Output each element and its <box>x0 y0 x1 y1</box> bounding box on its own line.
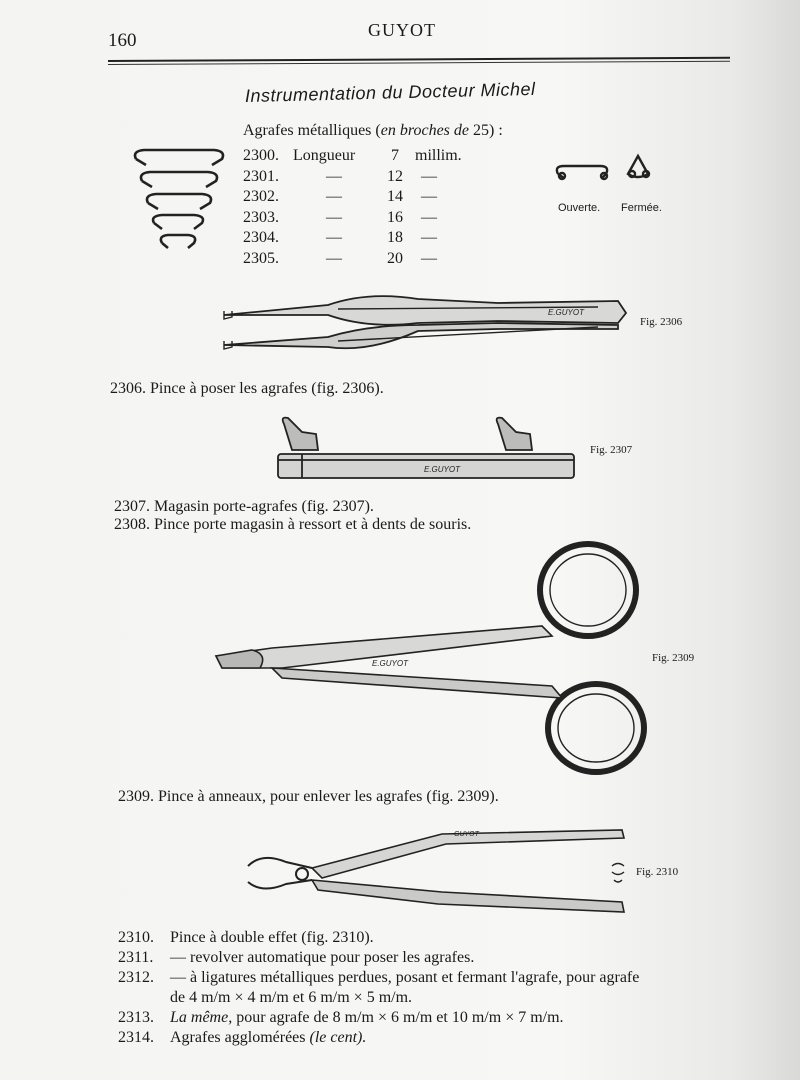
fig-label-2310: Fig. 2310 <box>636 866 679 878</box>
section-title: Instrumentation du Docteur Michel <box>244 78 536 106</box>
engraving-2307: E.GUYOT <box>424 465 461 474</box>
fig-label-2306: Fig. 2306 <box>640 316 683 328</box>
list-item: de 4 m/m × 4 m/m et 6 m/m × 5 m/m. <box>170 989 413 1006</box>
intro-line: Agrafes métalliques (en broches de 25) : <box>243 122 503 139</box>
staple-size-table <box>243 146 462 269</box>
caption-2309: 2309. Pince à anneaux, pour enlever les agrafes (fig. 2309). <box>118 788 499 805</box>
caption-2307: 2307. Magasin porte-agrafes (fig. 2307). <box>114 498 374 515</box>
list-item: 2314. Agrafes agglomérées (le cent). <box>118 1029 367 1046</box>
staple-applying-forceps-illustration <box>218 285 638 365</box>
small-staple-icon <box>608 862 628 886</box>
staple-closed-caption: Fermée. <box>621 202 662 214</box>
double-action-forceps-illustration <box>242 822 642 922</box>
running-head: GUYOT <box>368 20 436 40</box>
ring-forceps-illustration <box>212 536 652 786</box>
page-number: 160 <box>108 30 137 51</box>
size-row: 2303. — 16 — <box>243 208 437 226</box>
size-row: 2302. — 14 — <box>243 188 437 205</box>
fig-label-2309: Fig. 2309 <box>652 652 695 664</box>
caption-2306: 2306. Pince à poser les agrafes (fig. 2306). <box>110 380 384 397</box>
fig-label-2307: Fig. 2307 <box>590 444 633 456</box>
size-row: 2304. — 18 — <box>243 229 437 246</box>
staple-open-caption: Ouverte. <box>558 202 601 214</box>
staple-magazine-illustration <box>272 410 592 490</box>
staple-sizes-illustration <box>128 145 238 265</box>
engraving-2310: GUYOT <box>454 831 479 838</box>
list-item: 2313. La même, pour agrafe de 8 m/m × 6 m/m et 10 m/m × 7 m/m. <box>118 1009 564 1026</box>
item-list <box>118 928 639 1048</box>
caption-2308: 2308. Pince porte magasin à ressort et à dents de souris. <box>114 516 472 533</box>
staple-open-closed-illustration <box>552 152 662 192</box>
size-row: 2301. — 12 — <box>243 167 437 185</box>
list-item: 2311. — revolver automatique pour poser les agrafes. <box>118 949 475 966</box>
size-row: 2300. Longueur 7 millim. <box>243 147 462 164</box>
size-row: 2305. — 20 — <box>243 249 437 267</box>
list-item: 2312. — à ligatures métalliques perdues, posant et fermant l'agrafe, pour agrafe <box>118 969 640 986</box>
engraving-2306: E.GUYOT <box>548 308 585 317</box>
engraving-2309: E.GUYOT <box>372 659 409 668</box>
list-item: 2310. Pince à double effet (fig. 2310). <box>118 929 374 946</box>
